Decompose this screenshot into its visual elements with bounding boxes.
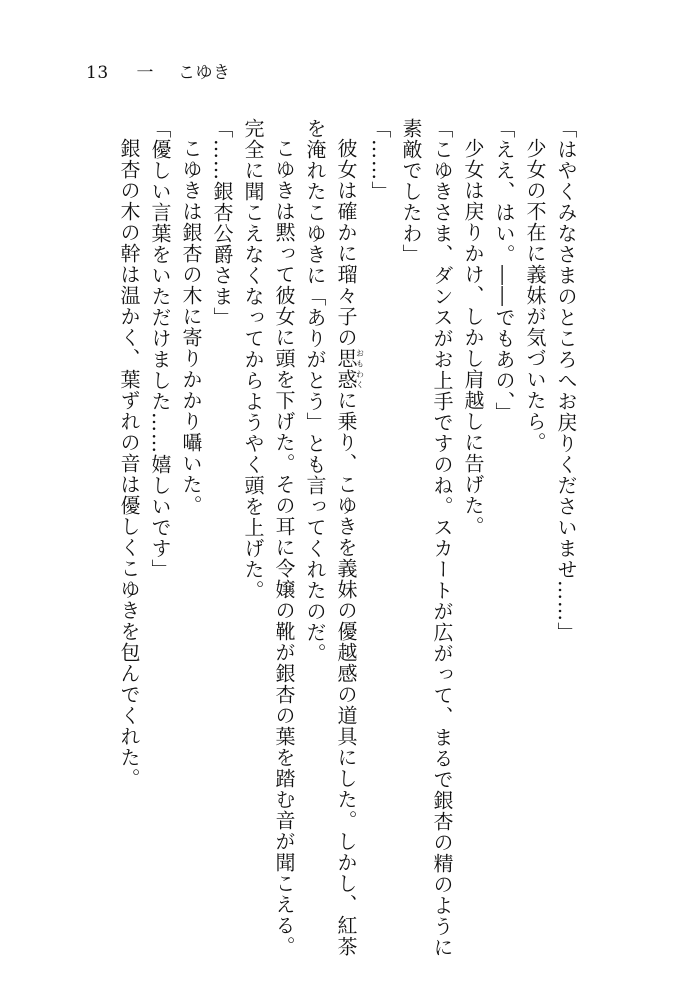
text-line-with-ruby [330, 118, 364, 988]
text-line: こゆきは銀杏の木に寄りかかり囁いた。 [179, 138, 203, 516]
ruby-annotation [334, 348, 365, 390]
text-line: 少女の不在に義妹が気づいたら。 [523, 138, 547, 453]
text-line: 「……銀杏公爵さま」 [210, 118, 234, 328]
ruby-base: 思惑 [334, 348, 358, 390]
text-segment: に乗り、こゆきを義妹の優越感の道具にした。しかし、紅茶 [334, 390, 358, 957]
vertical-body-text [117, 118, 581, 988]
text-line: 少女は戻りかけ、しかし肩越しに告げた。 [461, 138, 485, 537]
ruby-reading: おもわく [355, 348, 365, 390]
text-line: 「……」 [368, 118, 392, 202]
text-line: 「はやくみなさまのところへお戻りくださいませ……」 [554, 118, 578, 643]
text-line: 「ええ、はい。――でもあの、」 [492, 118, 516, 423]
page-number: 13 [86, 63, 109, 83]
text-line: 「優しい言葉をいただけました……嬉しいです」 [148, 118, 172, 580]
text-line: 銀杏の木の幹は温かく、葉ずれの音は優しくこゆきを包んでくれた。 [117, 138, 141, 789]
chapter-title: こゆき [177, 63, 231, 83]
header-separator: 一 [136, 63, 155, 83]
text-line: 完全に聞こえなくなってからようやく頭を上げた。 [241, 118, 265, 601]
text-line: を淹れたこゆきに「ありがとう」とも言ってくれたのだ。 [303, 118, 327, 664]
text-segment: 彼女は確かに瑠々子の [334, 138, 358, 348]
text-line: 素敵でしたわ」 [399, 118, 423, 265]
text-line: こゆきは黙って彼女に頭を下げた。その耳に令嬢の靴が銀杏の葉を踏む音が聞こえる。 [272, 138, 296, 957]
text-line: 「こゆきさま、ダンスがお上手ですのね。スカートが広がって、まるで銀杏の精のように [430, 118, 454, 958]
running-header [86, 58, 230, 83]
